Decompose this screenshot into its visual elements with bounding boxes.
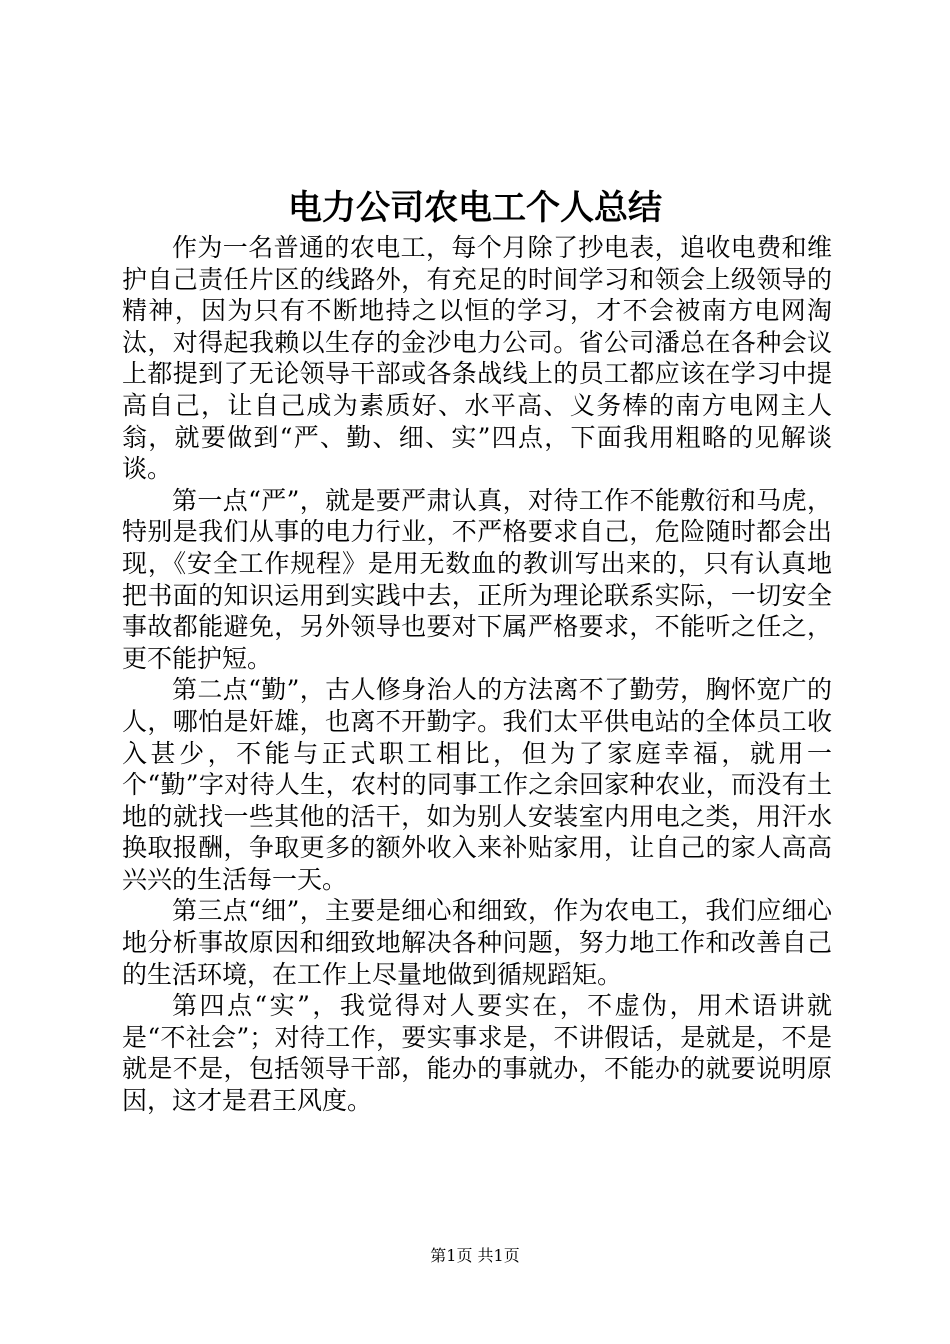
paragraph-point-diligent: 第二点“勤”，古人修身治人的方法离不了勤劳，胸怀宽广的人，哪怕是奸雄，也离不开勤字。我们太平供电站的全体员工收入甚少，不能与正式职工相比，但为了家庭幸福，就用一个“勤”字对待人生，农村的同事工作之余回家种农业，而没有土地的就找一些其他的活干，如为别人安装室内用电之类，用汗水换取报酬，争取更多的额外收入来补贴家用，让自己的家人高高兴兴的生活每一天。 xyxy=(122,675,832,894)
page-footer: 第1页 共1页 xyxy=(430,1246,520,1265)
paragraph-intro: 作为一名普通的农电工，每个月除了抄电表，追收电费和维护自己责任片区的线路外，有充足的时间学习和领会上级领导的精神，因为只有不断地持之以恒的学习，才不会被南方电网淘汰，对得起我赖以生存的金沙电力公司。省公司潘总在各种会议上都提到了无论领导干部或各条战线上的员工都应该在学习中提高自己，让自己成为素质好、水平高、义务棒的南方电网主人翁，就要做到“严、勤、细、实”四点，下面我用粗略的见解谈谈。 xyxy=(122,233,832,484)
paragraph-point-practical: 第四点“实”，我觉得对人要实在，不虚伪，用术语讲就是“不社会”；对待工作，要实事求是，不讲假话，是就是，不是就是不是，包括领导干部，能办的事就办，不能办的就要说明原因，这才是君王风度。 xyxy=(122,991,832,1116)
paragraph-point-strict: 第一点“严”，就是要严肃认真，对待工作不能敷衍和马虎，特别是我们从事的电力行业，不严格要求自己，危险随时都会出现，《安全工作规程》是用无数血的教训写出来的，只有认真地把书面的知识运用到实践中去，正所为理论联系实际，一切安全事故都能避免，另外领导也要对下属严格要求，不能听之任之，更不能护短。 xyxy=(122,485,832,673)
document-title: 电力公司农电工个人总结 xyxy=(288,188,662,228)
paragraph-point-careful: 第三点“细”，主要是细心和细致，作为农电工，我们应细心地分析事故原因和细致地解决各种问题，努力地工作和改善自己的生活环境，在工作上尽量地做到循规蹈矩。 xyxy=(122,896,832,989)
document-body xyxy=(122,232,832,1117)
